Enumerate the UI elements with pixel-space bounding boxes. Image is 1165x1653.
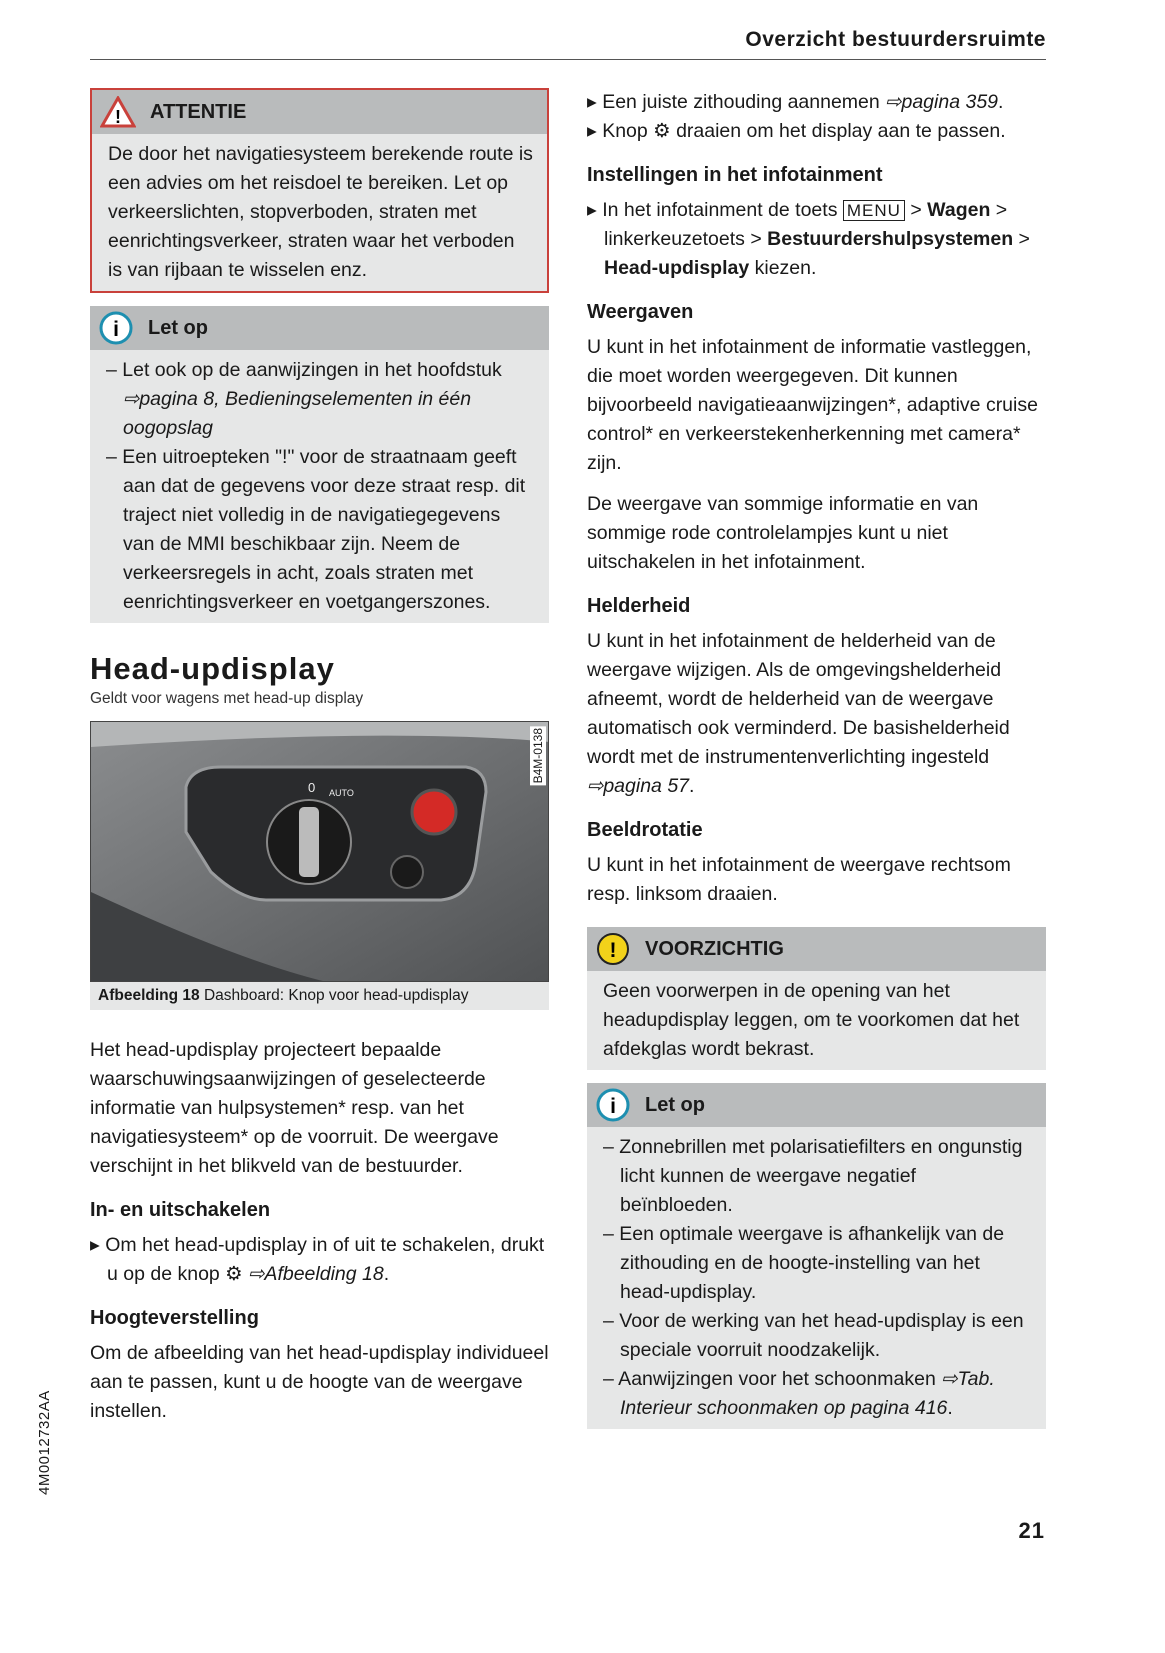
attentie-box: [90, 88, 549, 293]
voorzichtig-text: Geen voorwerpen in de opening van het headupdisplay leggen, om te voorkomen dat het afdekglas wordt bekrast.: [603, 980, 1020, 1060]
page-link[interactable]: ⇨pagina 359: [885, 91, 999, 113]
section-title: Head-updisplay: [90, 651, 335, 686]
letop-item: [603, 1365, 1032, 1423]
paragraph: De weergave van sommige informatie en van sommige rode controlelampjes kunt u niet uitschakelen in het infotainment.: [587, 493, 979, 573]
table-link[interactable]: ⇨Tab. Interieur schoonmaken op pagina 416: [620, 1368, 995, 1419]
menu-path-item: Bestuurdershulpsystemen: [767, 228, 1014, 250]
letop-item: – Een uitroepteken "!" voor de straatnaam geeft aan dat de gegevens voor deze straat resp. dit traject niet volledig in de navigatiegegevens van de MMI beschikbaar zijn. Neem de verkeersregels in acht, zoals straten met eenrichtingsverkeer en voetgangerszones.: [106, 446, 526, 613]
voorzichtig-title: VOORZICHTIG: [645, 937, 784, 960]
paragraph: [587, 627, 1046, 801]
figure-code: B4M-0138: [531, 728, 545, 784]
heading-beeldrotatie: Beeldrotatie: [587, 819, 703, 841]
letop-item-text: – Let ook op de aanwijzingen in het hoofdstuk: [106, 359, 502, 381]
dashboard-switch-illustration: [91, 722, 549, 982]
heading-weergaven: Weergaven: [587, 301, 694, 323]
t: – Aanwijzingen voor het schoonmaken: [603, 1368, 942, 1390]
hoogte-paragraph: Om de afbeelding van het head-updisplay individueel aan te passen, kunt u de hoogte van de weergave instellen.: [90, 1342, 549, 1422]
instruction: [587, 196, 1046, 283]
heading-in-uitschakelen: In- en uitschakelen: [90, 1199, 271, 1221]
letop-title: Let op: [645, 1093, 705, 1116]
punct: .: [689, 775, 695, 797]
svg-text:!: !: [609, 939, 617, 962]
right-column: [587, 88, 1046, 1442]
intro-paragraph: Het head-updisplay projecteert bepaalde waarschuwingsaanwijzingen of geselecteerde informatie van hulpsystemen* resp. van het navigatiesysteem* op de voorruit. De weergave verschijnt in het blikveld van de bestuurder.: [90, 1039, 499, 1177]
page-link[interactable]: ⇨pagina 57: [587, 775, 690, 797]
letop-item: [106, 356, 535, 443]
punct: .: [947, 1397, 953, 1419]
caution-icon: [595, 931, 631, 967]
svg-text:!: !: [115, 107, 121, 127]
letop-item: – Een optimale weergave is afhankelijk van de zithouding en de hoogte-instelling van het head-updisplay.: [603, 1223, 1005, 1303]
knob-label-off: 0: [308, 780, 316, 795]
heading-helderheid: Helderheid: [587, 595, 691, 617]
instruction-text: ▸ Om het head-updisplay in of uit te schakelen, drukt u op de knop ⚙: [90, 1234, 545, 1285]
t: >: [1013, 228, 1030, 250]
page-link[interactable]: ⇨pagina 8, Bedieningselementen in één oogopslag: [123, 388, 472, 439]
heading-hoogteverstelling: Hoogteverstelling: [90, 1307, 259, 1329]
dashboard-figure: [90, 721, 549, 982]
document-code: 4M0012732AA: [36, 1390, 53, 1495]
warning-triangle-icon: [100, 94, 136, 130]
bullet: [587, 88, 1046, 117]
svg-text:i: i: [610, 1095, 616, 1118]
running-header: Overzicht bestuurdersruimte: [90, 28, 1046, 60]
info-icon: [98, 310, 134, 346]
letop-item: – Voor de werking van het head-updisplay is een speciale voorruit noodzakelijk.: [603, 1310, 1024, 1361]
info-icon: [595, 1087, 631, 1123]
letop-box-1: [90, 306, 549, 623]
letop-box-2: [587, 1083, 1046, 1429]
t: >: [904, 199, 928, 221]
bullet: ▸ Knop ⚙ draaien om het display aan te passen.: [587, 120, 1006, 142]
figure-caption: [90, 982, 549, 1010]
heading-instellingen: Instellingen in het infotainment: [587, 164, 883, 186]
voorzichtig-box: [587, 927, 1046, 1070]
instruction: [90, 1231, 549, 1289]
paragraph: U kunt in het infotainment de informatie vastleggen, die moet worden weergegeven. Dit kunnen bijvoorbeeld navigatieaanwijzingen*, adaptive cruise control* en verkeerstekenherkenning met camera* zijn.: [587, 336, 1038, 474]
t: kiezen.: [749, 257, 817, 279]
svg-text:i: i: [113, 318, 119, 341]
t: > linkerkeuzetoets >: [604, 199, 1008, 250]
menu-path-item: Wagen: [927, 199, 991, 221]
svg-text:AUTO: AUTO: [329, 788, 354, 798]
attentie-title: ATTENTIE: [150, 100, 247, 123]
letop-title: Let op: [148, 316, 208, 339]
section-subtitle: Geldt voor wagens met head-up display: [90, 690, 364, 707]
menu-key: MENU: [843, 200, 905, 221]
paragraph: U kunt in het infotainment de weergave rechtsom resp. linksom draaien.: [587, 854, 1011, 905]
caption-text: Dashboard: Knop voor head-updisplay: [203, 987, 469, 1004]
left-column: [90, 88, 549, 1438]
menu-path-item: Head-updisplay: [604, 257, 750, 279]
figure-link[interactable]: ⇨Afbeelding 18: [248, 1263, 384, 1285]
punct: .: [383, 1263, 390, 1285]
t: ▸ In het infotainment de toets: [587, 199, 843, 221]
punct: .: [998, 91, 1004, 113]
bullet-text: ▸ Een juiste zithouding aannemen: [587, 91, 886, 113]
letop-item: – Zonnebrillen met polarisatiefilters en ongunstig licht kunnen de weergave negatief beïnbloeden.: [603, 1136, 1023, 1216]
t: U kunt in het infotainment de helderheid van de weergave wijzigen. Als de omgevingshelderheid afneemt, wordt de helderheid van de weergave automatisch ook verminderd. De basishelderheid wordt met de instrumentenverlichting ingesteld: [587, 630, 1010, 768]
attentie-text: De door het navigatiesysteem berekende route is een advies om het reisdoel te bereiken. Let op verkeerslichten, stopverboden, straten met eenrichtingsverkeer, straten waar het verboden is van rijbaan te wisselen enz.: [108, 143, 533, 281]
page-number: 21: [1018, 1518, 1045, 1543]
caption-label: Afbeelding 18: [98, 987, 200, 1004]
